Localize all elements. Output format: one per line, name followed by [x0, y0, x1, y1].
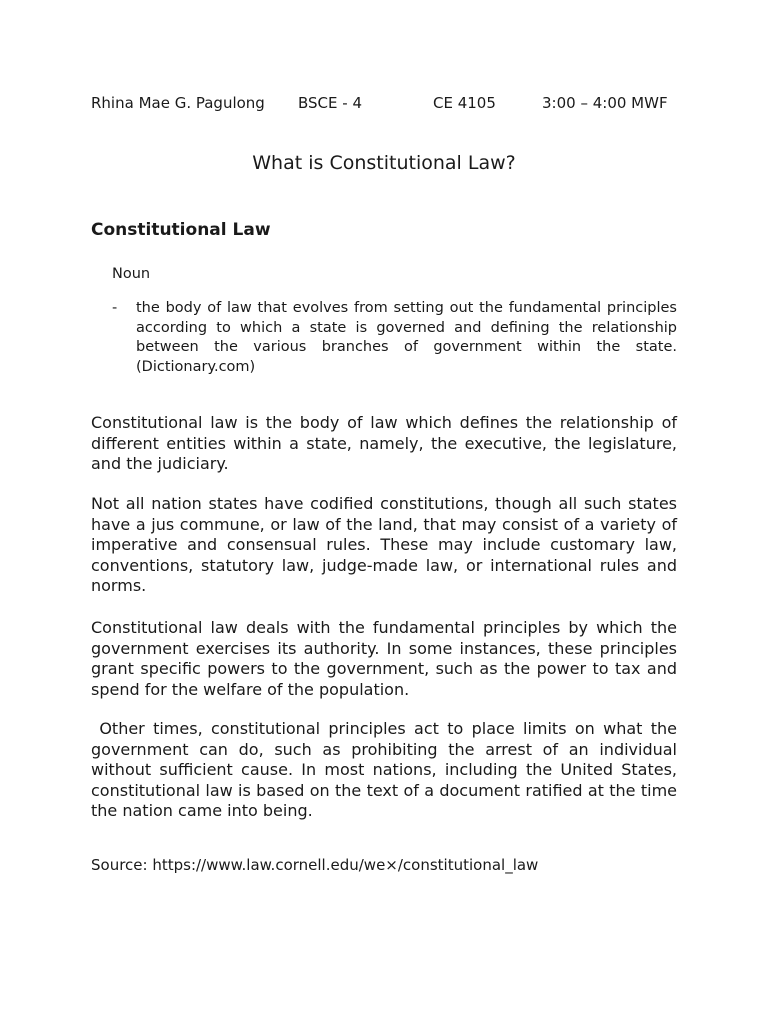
paragraph-3: Constitutional law deals with the fundamental principles by which the government exercises its authority. In some instances, these principles grant specific powers to the government, such as the power to tax and spend for the welfare of the population.	[91, 618, 683, 699]
paragraph-2: Not all nation states have codified constitutions, though all such states have a jus commune, or law of the land, that may consist of a variety of imperative and consensual rules. These may include customary law, conventions, statutory law, judge-made law, or international rules and norms.	[91, 494, 683, 596]
class-schedule: 3:00 – 4:00 MWF	[542, 94, 668, 112]
paragraph-1: Constitutional law is the body of law which defines the relationship of different entities within a state, namely, the executive, the legislature, and the judiciary.	[91, 413, 683, 474]
section-heading: Constitutional Law	[91, 220, 271, 240]
paragraph-4: Other times, constitutional principles act to place limits on what the government can do, such as prohibiting the arrest of an individual without sufficient cause. In most nations, including the United States, constitutional law is based on the text of a document ratified at the time the nation came into being.	[91, 719, 683, 821]
bullet-dash: -	[112, 300, 118, 316]
subject-code: CE 4105	[433, 94, 496, 112]
definition-entry	[112, 299, 677, 377]
source-citation: Source: https://www.law.cornell.edu/we×/constitutional_law	[91, 856, 539, 874]
student-info-header	[0, 93, 768, 115]
part-of-speech: Noun	[112, 266, 151, 282]
definition-text: the body of law that evolves from setting out the fundamental principles according to which a state is governed and defining the relationship between the various branches of government within the state. (Dictionary.com)	[136, 300, 677, 375]
document-title: What is Constitutional Law?	[252, 152, 516, 174]
student-name: Rhina Mae G. Pagulong	[91, 94, 265, 112]
course-section: BSCE - 4	[298, 94, 362, 112]
